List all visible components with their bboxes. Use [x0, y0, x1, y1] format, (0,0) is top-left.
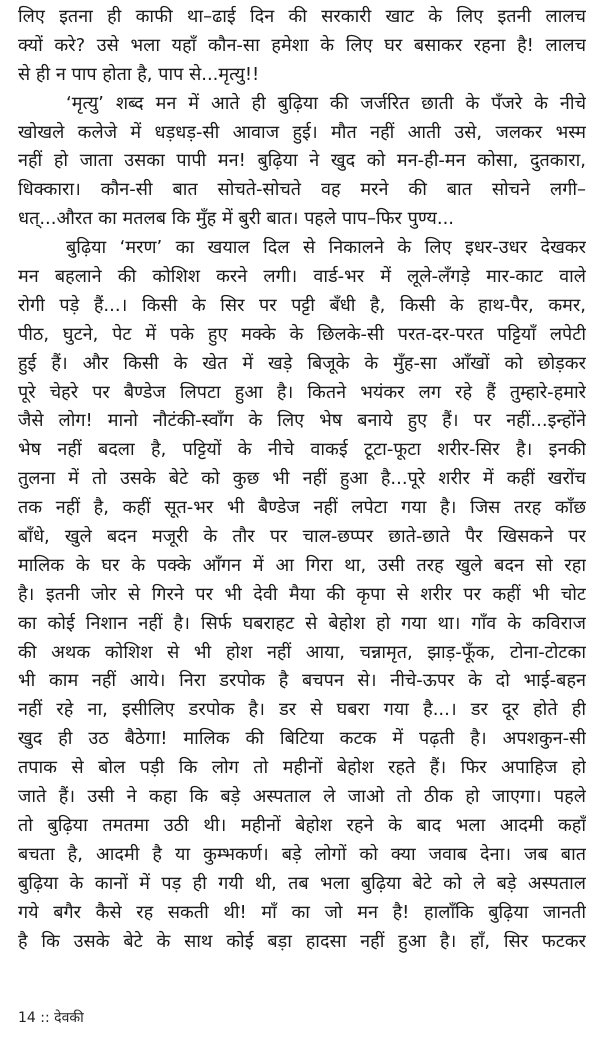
text-line: पीठ, घुटने, पेट में पके हुए मक्के के छिलके-सी परत-दर-परत पट्टियाँ लपेटी	[18, 323, 586, 345]
text-line: है। इतनी जोर से गिरने पर भी देवी मैया की कृपा से शरीर पर कहीं भी चोट	[18, 583, 586, 605]
text-line: धिक्कारा। कौन-सी बात सोचते-सोचते वह मरने की बात सोचने लगी–	[18, 179, 586, 201]
page-body-text	[18, 3, 586, 956]
text-line: मन बहलाने की कोशिश करने लगी। वार्ड-भर में लूले-लँगड़े मार-काट वाले	[18, 266, 586, 288]
text-line: मालिक के घर के पक्के आँगन में आ गिरा था, उसी तरह खुले बदन सो रहा	[18, 554, 586, 576]
text-line: का कोई निशान नहीं है। सिर्फ घबराहट से बेहोश हो गया था। गाँव के कविराज	[18, 612, 586, 634]
text-line: गये बगैर कैसे रह सकती थी! माँ का जो मन है! हालाँकि बुढ़िया जानती	[18, 901, 586, 923]
text-line: पूरे चेहरे पर बैण्डेज लिपटा हुआ है। कितने भयंकर लग रहे हैं तुम्हारे-हमारे	[18, 381, 586, 403]
text-line: तो बुढ़िया तमतमा उठी थी। महीनों बेहोश रहने के बाद भला आदमी कहाँ	[18, 814, 586, 836]
text-line: से ही न पाप होता है, पाप से...मृत्यु!!	[18, 63, 260, 85]
text-line: धत्...औरत का मतलब कि मुँह में बुरी बात। पहले पाप–फिर पुण्य...	[18, 208, 455, 230]
text-line: बचता है, आदमी है या कुम्भकर्ण। बड़े लोगों को क्या जवाब देना। जब बात	[18, 843, 586, 865]
text-line: हुई हैं। और किसी के खेत में खड़े बिजूके के मुँह-सा आँखों को छोड़कर	[18, 352, 586, 374]
text-line: जैसे लोग! मानो नौटंकी-स्वाँग के लिए भेष बनाये हुए हैं। पर नहीं...इन्होंने	[18, 410, 586, 432]
text-line: है कि उसके बेटे के साथ कोई बड़ा हादसा नहीं हुआ है। हाँ, सिर फटकर	[18, 930, 586, 952]
text-line: खुद ही उठ बैठेगा! मालिक की बिटिया कटक में पढ़ती है। अपशकुन-सी	[18, 728, 586, 750]
text-line: भी काम नहीं आये। निरा डरपोक है बचपन से। नीचे-ऊपर के दो भाई-बहन	[18, 670, 586, 692]
text-line: बुढ़िया के कानों में पड़ ही गयी थी, तब भला बुढ़िया बेटे को ले बड़े अस्पताल	[18, 872, 586, 894]
text-line: की अथक कोशिश से भी होश नहीं आया, चन्नामृत, झाड़-फूँक, टोना-टोटका	[18, 641, 586, 663]
text-line: नहीं हो जाता उसका पापी मन! बुढ़िया ने खुद को मन-ही-मन कोसा, दुतकारा,	[18, 150, 586, 172]
text-line: खोखले कलेजे में धड़धड़-सी आवाज हुई। मौत नहीं आती उसे, जलकर भस्म	[18, 121, 586, 143]
text-line: तपाक से बोल पड़ी कि लोग तो महीनों बेहोश रहते हैं। फिर अपाहिज हो	[18, 757, 586, 779]
text-line: भेष नहीं बदला है, पट्टियों के नीचे वाकई टूटा-फूटा शरीर-सिर है। इनकी	[18, 439, 586, 461]
text-line: जाते हैं। उसी ने कहा कि बड़े अस्पताल ले जाओ तो ठीक हो जाएगा। पहले	[18, 786, 586, 808]
text-line: रोगी पड़े हैं...। किसी के सिर पर पट्टी बँधी है, किसी के हाथ-पैर, कमर,	[18, 294, 586, 316]
text-line: तक नहीं है, कहीं सूत-भर भी बैण्डेज नहीं लपेटा गया है। जिस तरह काँछ	[18, 497, 586, 519]
text-line: नहीं रहे ना, इसीलिए डरपोक है। डर से घबरा गया है...। डर दूर होते ही	[18, 699, 586, 721]
text-line: क्यों करे? उसे भला यहाँ कौन-सा हमेशा के लिए घर बसाकर रहना है! लालच	[18, 34, 586, 56]
text-line: बाँधे, खुले बदन मजूरी के तौर पर चाल-छप्पर छाते-छाते पैर खिसकने पर	[18, 526, 586, 548]
page-footer: 14 :: देवकी	[18, 1010, 84, 1026]
text-line: तुलना में तो उसके बेटे को कुछ भी नहीं हुआ है...पूरे शरीर में कहीं खरोंच	[18, 468, 586, 490]
text-line: ‘मृत्यु’ शब्द मन में आते ही बुढ़िया की जर्जरित छाती के पँजरे के नीचे	[66, 92, 586, 114]
text-line: बुढ़िया ‘मरण’ का खयाल दिल से निकालने के लिए इधर-उधर देखकर	[66, 237, 586, 259]
text-line: लिए इतना ही काफी था–ढाई दिन की सरकारी खाट के लिए इतनी लालच	[18, 6, 586, 27]
